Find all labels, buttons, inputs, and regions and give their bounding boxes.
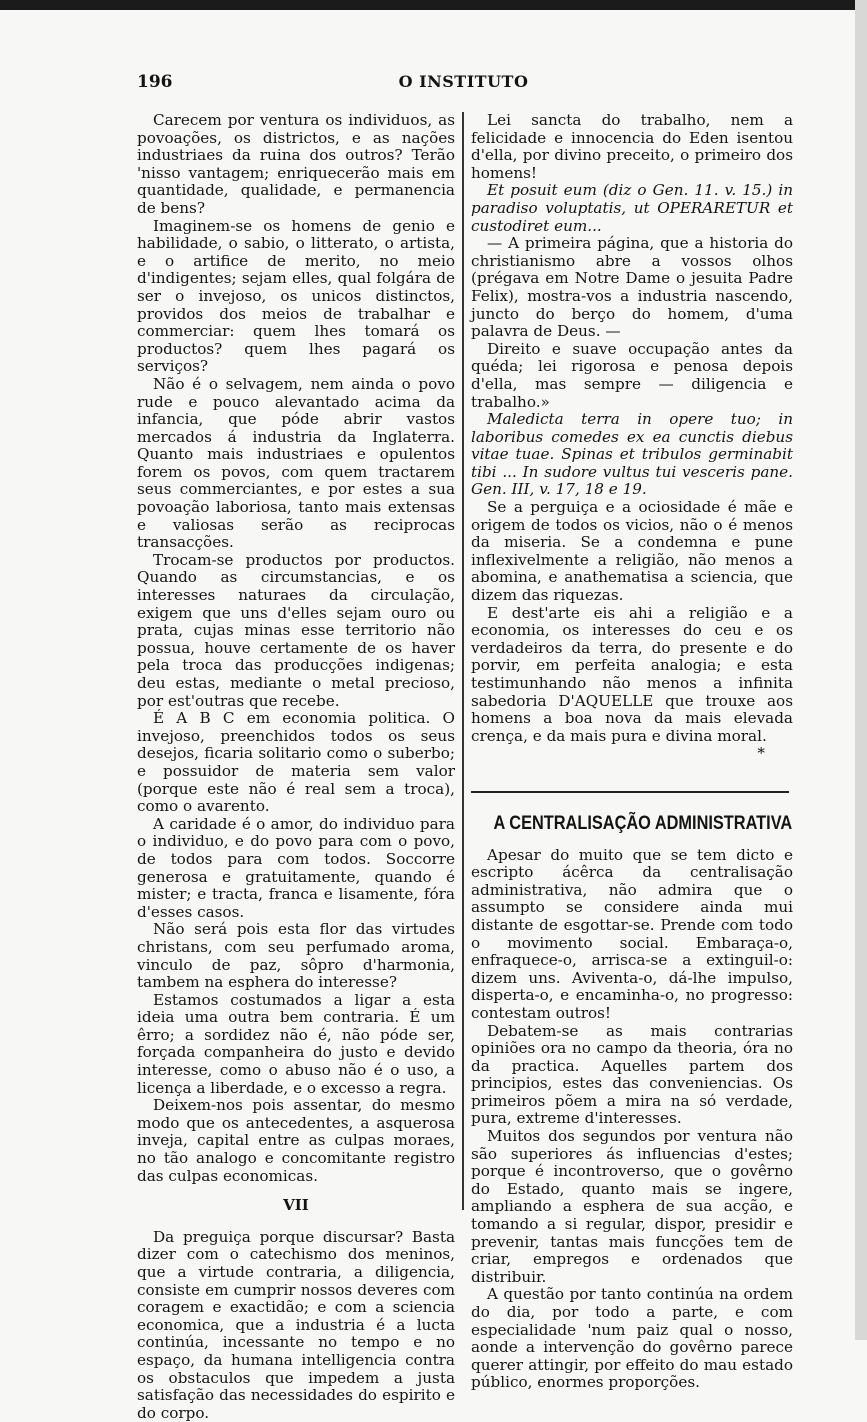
paragraph: Carecem por ventura os individuos, as povoações, os districtos, e as nações industriaes da ruina dos outros? Terão 'nisso vantagem; enriquecerão mais em quantidade, qualidade, e permanencia de bens? xyxy=(137,111,455,217)
paragraph: Direito e suave occupação antes da quéda; lei rigorosa e penosa depois d'ella, mas sempre — diligencia e trabalho.» xyxy=(471,339,793,411)
section-number: VII xyxy=(283,1196,309,1215)
latin-quote: Et posuit eum (diz o Gen. 11. v. 15.) in paradiso voluptatis, ut OPERARETUR et custodiret eum... xyxy=(471,181,793,235)
running-title: O INSTITUTO xyxy=(398,72,529,91)
paragraph: Estamos costumados a ligar a esta ideia uma outra bem contraria. É um êrro; a sordidez não é, não póde ser, forçada companheira do justo e devido interesse, como o abuso não é o uso, a licença a liberdade, e o excesso a regra. xyxy=(137,990,455,1097)
paragraph: Imaginem-se os homens de genio e habilidade, o sabio, o litterato, o artista, e o artifice de merito, no meio d'indigentes; sejam elles, qual folgára de ser o invejoso, os unicos distinctos, providos dos meios de trabalhar e commerciar: quem lhes tomará os productos? quem lhes pagará os serviços? xyxy=(137,216,455,376)
paragraph: A caridade é o amor, do individuo para o individuo, e do povo para com o povo, de todos para com todos. Soccorre generosa e gratuitamente, quando é mister; e tracta, franca e lisamente, fóra d'esses casos. xyxy=(137,814,455,921)
paragraph: Lei sancta do trabalho, nem a felicidade e innocencia do Eden isentou d'ella, por divino preceito, o primeiro dos homens! xyxy=(471,111,793,182)
article-title: A CENTRALISAÇÃO ADMINISTRATIVA xyxy=(493,812,793,834)
scan-top-border xyxy=(0,0,867,10)
paragraph: Não é o selvagem, nem ainda o povo rude e pouco alevantado acima da infancia, que póde abrir vastos mercados á industria da Inglaterra. Quanto mais industriaes e opulentos forem os povos, com quem tractarem seus commerciantes, e por estes a sua povoação laboriosa, tanto mais extensas e valiosas serão as reciprocas transacções. xyxy=(137,374,455,552)
page-number: 196 xyxy=(137,72,173,92)
article-separator xyxy=(471,791,789,793)
paragraph: Muitos dos segundos por ventura não são superiores ás influencias d'estes; porque é incontroverso, que o govêrno do Estado, quanto mais se ingere, ampliando a esphera de sua acção, e tomando a si regular, dispor, presidir e prevenir, tantas mais funcções tem de criar, empregos e ordenados que distribuir. xyxy=(471,1127,793,1286)
scan-right-edge xyxy=(855,0,867,1340)
paragraph: Trocam-se productos por productos. Quando as circumstancias, e os interesses naturaes da circulação, exigem que uns d'elles sejam ouro ou prata, cujas minas esse territorio não possua, houve certamente de os haver pela troca das producções indigenas; deu estas, mediante o metal precioso, por est'outras que recebe. xyxy=(137,550,455,710)
paragraph: Da preguiça porque discursar? Basta dizer com o catechismo dos meninos, que a virtude contraria, a diligencia, consiste em cumprir nossos deveres com coragem e exactidão; e com a sciencia economica, que a industria é a lucta continúa, incessante no tempo e no espaço, da humana intelligencia contra os obstaculos que impedem a justa satisfação das necessidades do espirito e do corpo. xyxy=(137,1227,455,1422)
paragraph: Apesar do muito que se tem dicto e escripto ácêrca da centralisação administrativa, não admira que o assumpto se considere ainda mui distante de esgottar-se. Prende com todo o movimento social. Embaraça-o, enfraquece-o, arrisca-se a extinguil-o: dizem uns. Aviventa-o, dá-lhe impulso, disperta-o, e encaminha-o, no progresso: contestam outros! xyxy=(471,845,793,1022)
paragraph: Não será pois esta flor das virtudes christans, com seu perfumado aroma, vinculo de paz, sôpro d'harmonia, tambem na esphera do interesse? xyxy=(137,920,455,992)
paragraph: Debatem-se as mais contrarias opiniões ora no campo da theoria, óra no da practica. Aquelles partem dos principios, estes das conveniencias. Os primeiros põem a mira na só verdade, pura, extreme d'interesses. xyxy=(471,1021,793,1128)
paragraph: A questão por tanto continúa na ordem do dia, por todo a parte, e com especialidade 'num paiz qual o nosso, aonde a intervenção do govêrno parece querer attingir, por effeito do mau estado público, enormes proporções. xyxy=(471,1285,793,1392)
paragraph: Se a perguiça e a ociosidade é mãe e origem de todos os vicios, não o é menos da miseria. Se a condemna e pune inflexivelmente a religião, não menos a abomina, e anathematisa a sciencia, que dizem das riquezas. xyxy=(471,498,793,605)
left-column xyxy=(137,112,455,1422)
latin-quote: Maledicta terra in opere tuo; in laboribus comedes ex ea cunctis diebus vitae tuae. Spinas et tribulos germinabit tibi ... In sudore vultus tui vesceris pane. Gen. III, v. 17, 18 e 19. xyxy=(471,410,793,499)
right-column xyxy=(471,112,793,1392)
paragraph: Deixem-nos pois assentar, do mesmo modo que os antecedentes, a asquerosa inveja, capital entre as culpas moraes, no tão analogo e concomitante registro das culpas economicas. xyxy=(137,1096,455,1185)
paragraph: E dest'arte eis ahi a religião e a economia, os interesses do ceu e os verdadeiros da terra, do presente e do porvir, em perfeita analogia; e esta testimunhando não menos a infinita sabedoria D'AQUELLE que trouxe aos homens a boa nova da mais elevada crença, e da mais pura e divina moral. xyxy=(471,603,793,745)
column-divider xyxy=(462,112,464,1210)
end-mark: * xyxy=(757,744,765,763)
paragraph: — A primeira página, que a historia do christianismo abre a vossos olhos (prégava em Notre Dame o jesuita Padre Felix), mostra-vos a industria nascendo, juncto do berço do homem, d'uma palavra de Deus. — xyxy=(471,234,793,341)
paragraph: É A B C em economia politica. O invejoso, preenchidos todos os seus desejos, ficaria solitario como o suberbo; e possuidor de materia sem valor (porque este não é real sem a troca), como o avarento. xyxy=(137,709,455,816)
page-header xyxy=(137,72,790,98)
